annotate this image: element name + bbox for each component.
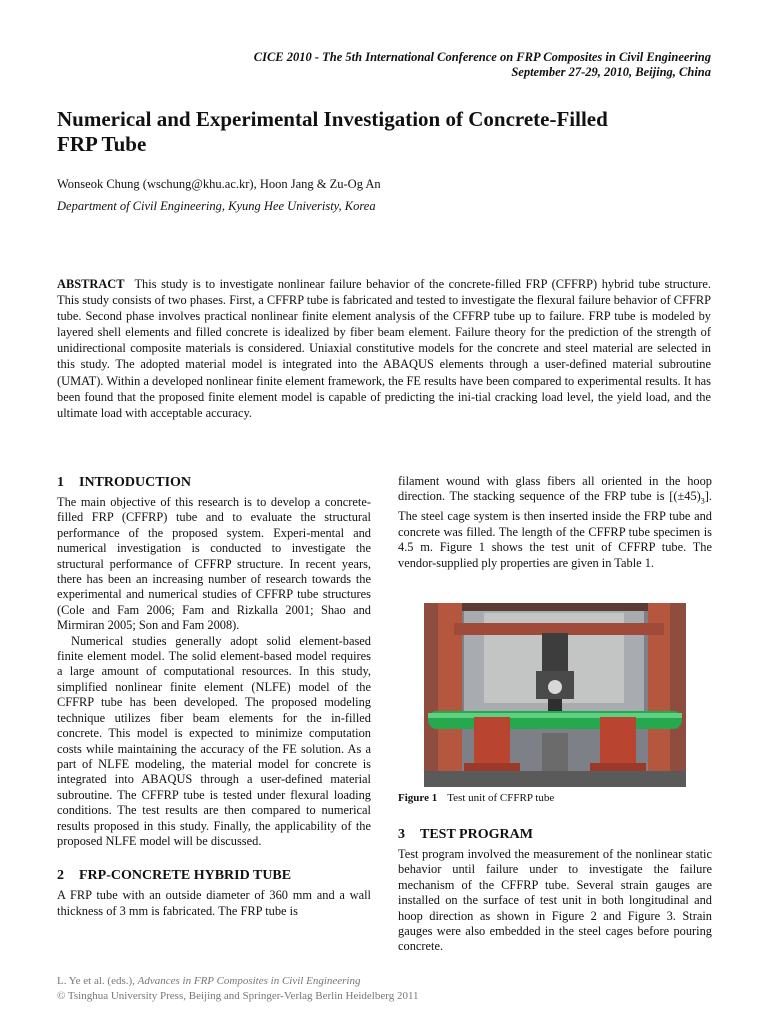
continuation-part-2: ]. The steel cage system is then inserted inside the FRP tube and concrete was filled. The length of the CFFRP tube specimen is 4.5 m. Figure 1 shows the test unit of CFFRP tube. The vendor-supplied ply properties are given in Table 1. [398,489,712,570]
section-1-paragraph-2: Numerical studies generally adopt solid element-based finite element model. The solid element-based model requires a large amount of computational resources. In this study, simplified nonlinear finite element (NLFE) model of the CFFRP tube has been developed. The proposed modeling technique utilizes fiber beam elements for the in-filled concrete. This model is expected to minimize computation costs while maintaining the accuracy of the FE solution. As a part of NLFE modeling, the material model for concrete is integrated into ABAQUS through a user-defined material subroutine. The CFFRP tube is tested under flexural loading conditions. The test results are then compared to numerical results proposed in this study. Finally, the applicability of the proposed NLFE model will be discussed. [57,633,371,848]
conference-name: CICE 2010 - The 5th International Conference on FRP Composites in Civil Engineering [253,50,711,64]
footer-copyright: © Tsinghua University Press, Beijing and Springer-Verlag Berlin Heidelberg 2011 [57,990,419,1002]
section-3-title: TEST PROGRAM [420,827,533,842]
footer-book-title: Advances in FRP Composites in Civil Engineering [137,975,361,987]
figure-1-photo [424,603,686,787]
figure-1-label: Figure 1 [398,792,438,804]
authors: Wonseok Chung (wschung@khu.ac.kr), Hoon Jang & Zu-Og An [57,177,381,191]
section-2-continuation [398,474,712,571]
affiliation: Department of Civil Engineering, Kyung Hee Univeristy, Korea [57,199,376,213]
continuation-part-1: filament wound with glass fibers all oriented in the hoop direction. The stacking sequence of the FRP tube is [(±45) [398,474,712,504]
section-2-heading [57,867,371,884]
conference-date-place: September 27-29, 2010, Beijing, China [511,65,711,79]
right-column-top [398,474,712,571]
section-3-number: 3 [398,827,405,842]
section-1-title: INTRODUCTION [79,475,192,490]
section-1-heading [57,474,371,491]
figure-1-caption [398,792,554,804]
footer [57,974,419,1004]
footer-citation [57,974,419,989]
right-column-bottom [398,826,712,955]
figure-1-caption-text: Test unit of CFFRP tube [447,792,555,804]
section-2-number: 2 [57,868,64,884]
section-2-paragraph-1: A FRP tube with an outside diameter of 360 mm and a wall thickness of 3 mm is fabricated. The FRP tube is [57,888,371,918]
stacking-subscript: 3 [700,496,705,506]
section-2-title: FRP-CONCRETE HYBRID TUBE [79,868,292,884]
abstract-label: ABSTRACT [57,277,125,291]
conference-header [254,50,711,80]
title-line-2: FRP Tube [57,132,147,156]
test-rig-illustration [424,603,686,787]
abstract [57,276,711,421]
footer-citation-prefix: L. Ye et al. (eds.), [57,975,138,987]
paper-title [57,107,717,157]
left-column [57,474,371,919]
title-line-1: Numerical and Experimental Investigation of Concrete-Filled [57,107,608,131]
section-3-heading [398,826,712,843]
section-1-paragraph-1: The main objective of this research is to develop a concrete-filled FRP (CFFRP) tube and to evaluate the structural performance of the proposed system. Experi-mental and numerical investigation is conducted to investigate the structural performance of CFFRP structure. In recent years, there has been an increasing number of research towards the experimental and numerical studies of CFFRP tube structures (Cole and Fam 2006; Fam and Rizkalla 2001; Shao and Mirmiran 2005; Son and Fam 2008). [57,495,371,633]
section-3-paragraph-1: Test program involved the measurement of the nonlinear static behavior until failure under to investigate the failure mechanism of the CFFRP tube. Several strain gauges are installed on the surface of test unit in both longitudinal and hoop direction as shown in Figure 2 and Figure 3. Strain gauges were also embedded in the steel cages before pouring concrete. [398,847,712,954]
section-1-number: 1 [57,475,64,490]
abstract-text: This study is to investigate nonlinear failure behavior of the concrete-filled FRP (CFFRP) hybrid tube structure. This study consists of two phases. First, a CFFRP tube is fabricated and tested to investigate the flexural failure behavior of CFFRP tube. Second phase involves practical nonlinear finite element analysis of the CFFRP tube up to failure. FRP tube is modeled by layered shell elements and filled concrete is idealized by fiber beam element. Failure theory for the prediction of the strength of unidirectional composite materials is considered. Uniaxial constitutive models for the concrete and steel material are selected in this study. The adopted material model is integrated into the ABAQUS elements through a user-defined material subroutine (UMAT). Within a developed nonlinear finite element framework, the FE results have been compared to experimental results. It has been found that the proposed finite element model is capable of predicting the ini-tial cracking load level, the yield load, and the ultimate load with acceptable accuracy. [57,277,711,420]
